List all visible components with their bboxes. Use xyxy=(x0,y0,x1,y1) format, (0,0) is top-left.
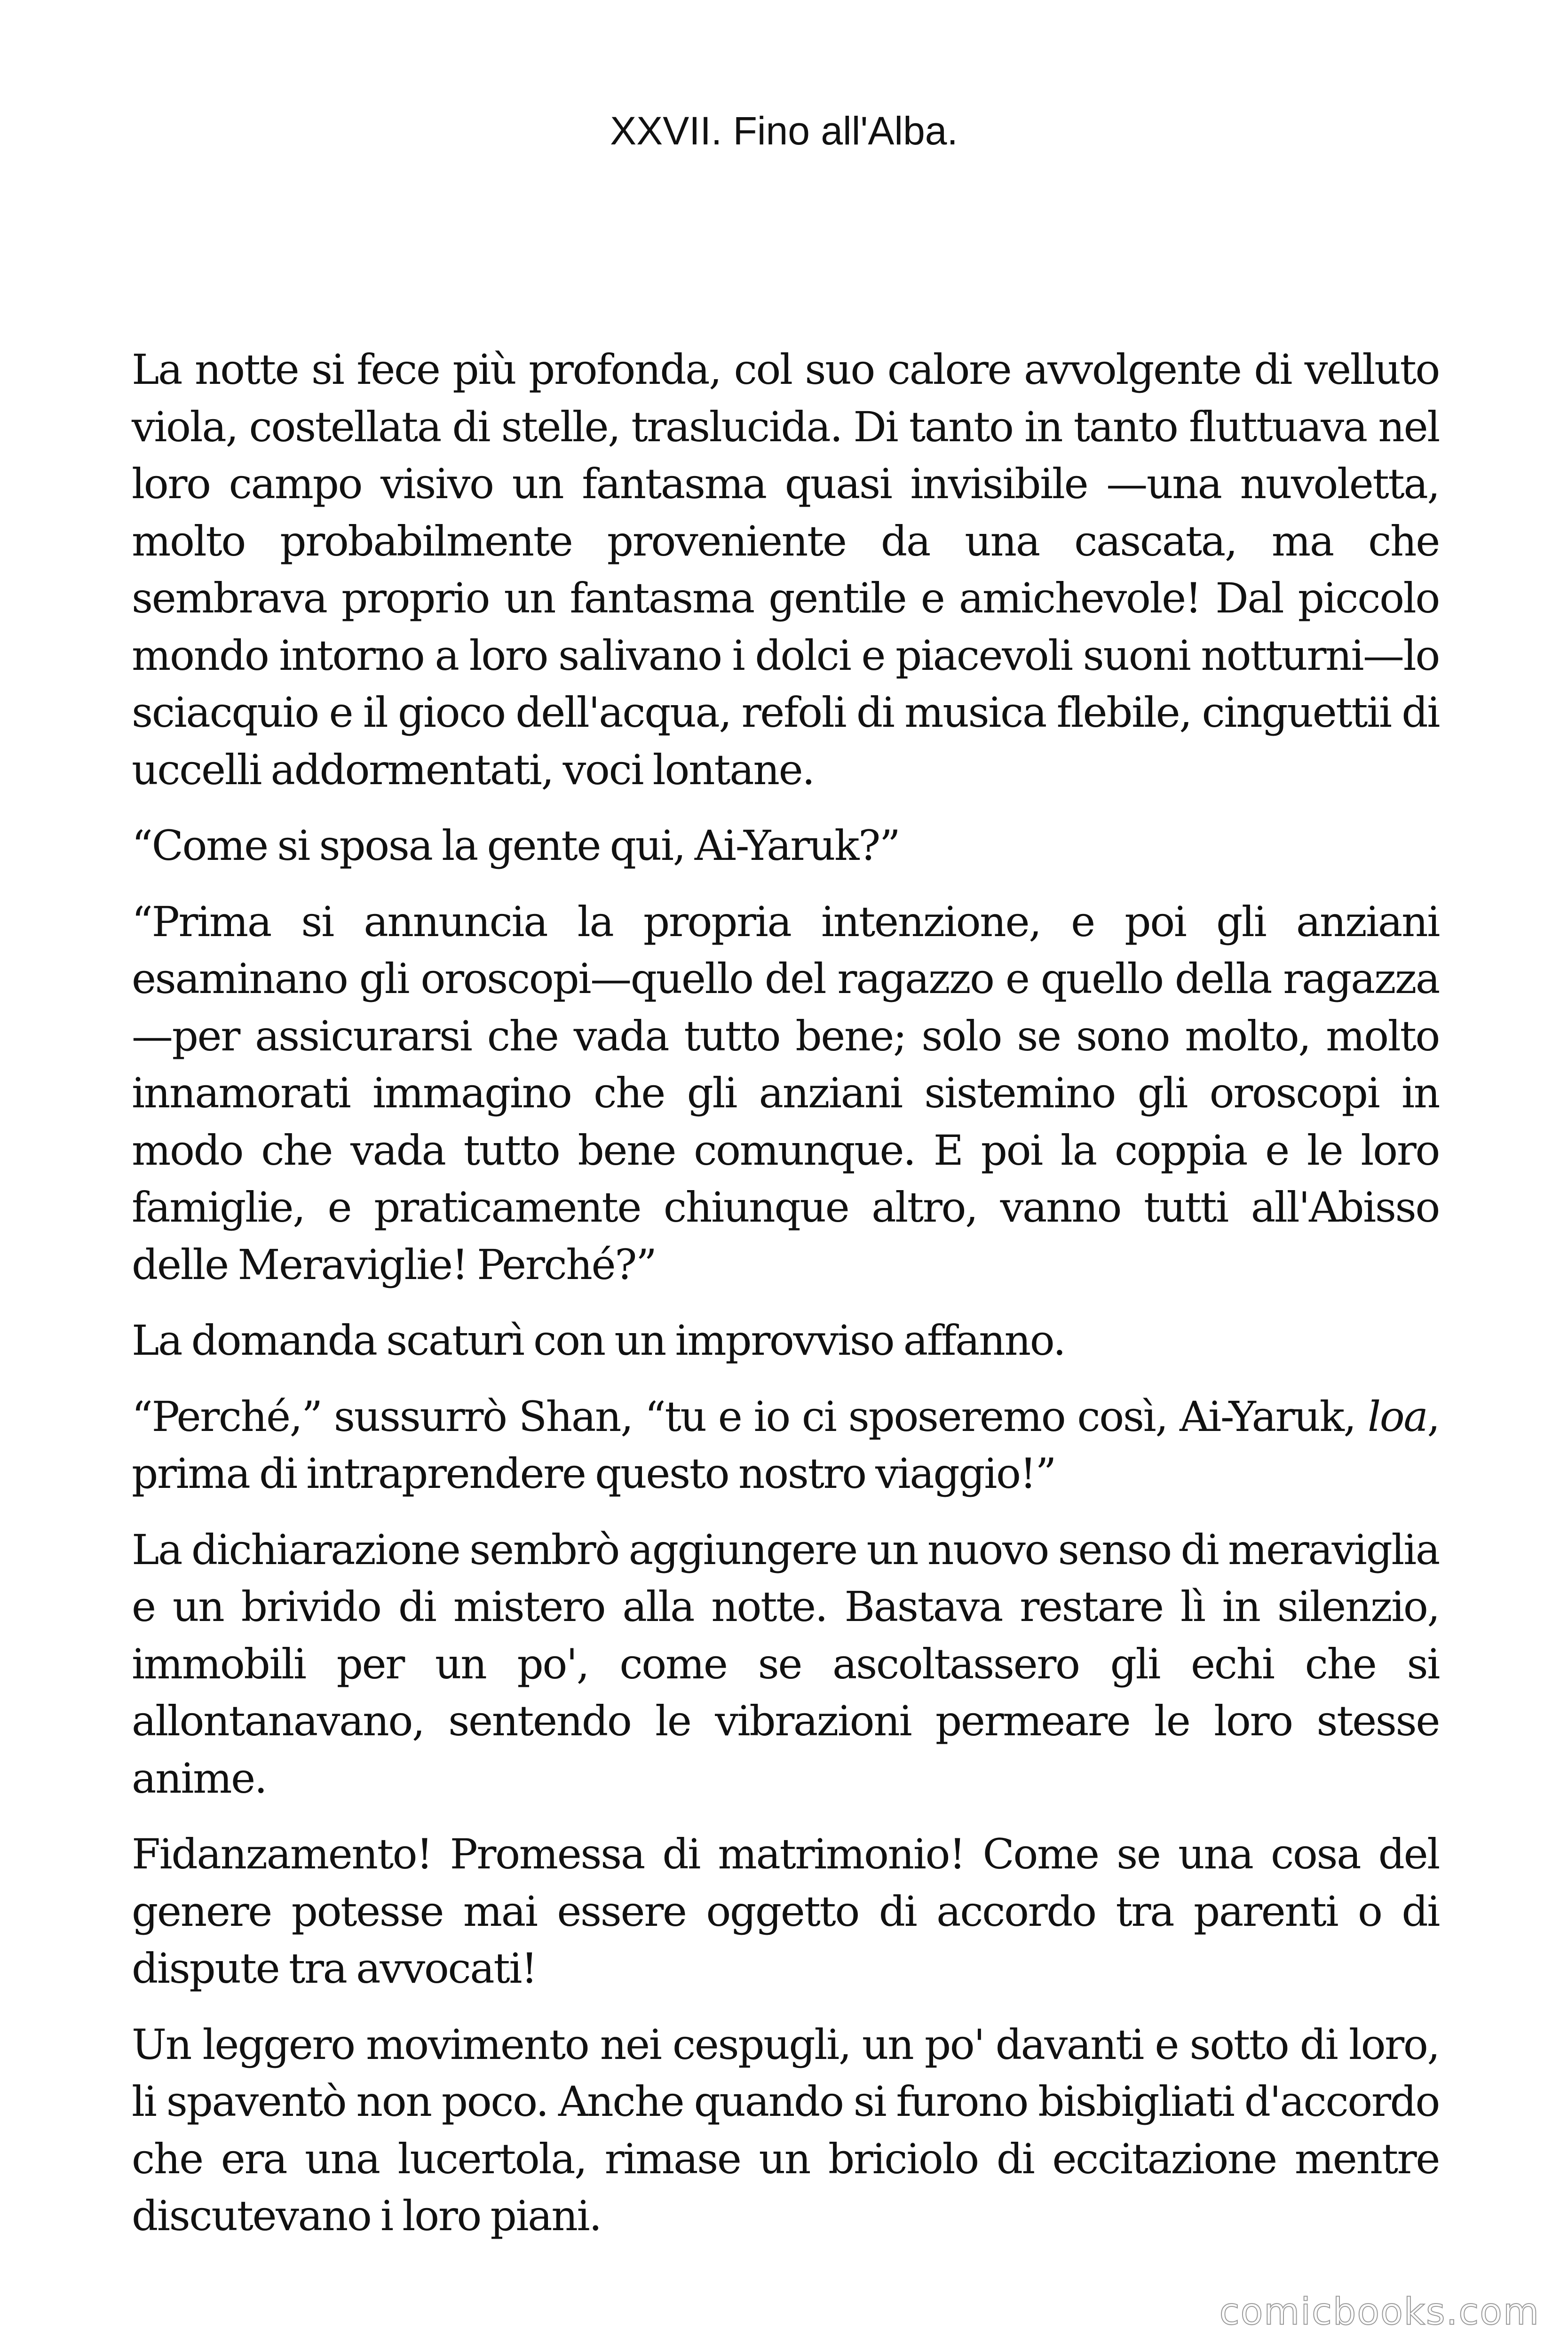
paragraph: La dichiarazione sembrò aggiungere un nuovo senso di meraviglia e un brivido di mistero alla notte. Bastava restare lì in silenzio, immobili per un po', come se ascoltassero gli echi che si allontanavano, sentendo le vibrazioni permeare le loro stesse anime. xyxy=(132,1525,1439,1803)
paragraph: Fidanzamento! Promessa di matrimonio! Come se una cosa del genere potesse mai essere oggetto di accordo tra parenti o di dispute tra avvocati! xyxy=(132,1830,1439,1993)
paragraph-text: “Perché,” sussurrò Shan, “tu e io ci sposeremo così, Ai-Yaruk, xyxy=(132,1392,1368,1441)
paragraph: La notte si fece più profonda, col suo calore avvolgente di velluto viola, costellata di stelle, traslucida. Di tanto in tanto fluttuava nel loro campo visivo un fantasma quasi invisibile —una nuvoletta, molto probabilmente proveniente da una cascata, ma che sembrava proprio un fantasma gentile e amichevole! Dal piccolo mondo intorno a loro salivano i dolci e piacevoli suoni notturni—lo sciacquio e il gioco dell'acqua, refoli di musica flebile, cinguettii di uccelli addormentati, voci lontane. xyxy=(132,345,1439,794)
paragraph: Un leggero movimento nei cespugli, un po' davanti e sotto di loro, li spaventò non poco. Anche quando si furono bisbigliati d'accordo che era una lucertola, rimase un briciolo di eccitazione mentre discutevano i loro piani. xyxy=(132,2020,1439,2240)
paragraph-text: , prima di intraprendere questo nostro viaggio!” xyxy=(132,1392,1439,1498)
paragraph: La domanda scaturì con un improvviso affanno. xyxy=(132,1316,1065,1365)
text-body xyxy=(132,341,1439,2264)
paragraph: “Come si sposa la gente qui, Ai-Yaruk?” xyxy=(132,821,900,870)
chapter-title: XXVII. Fino all'Alba. xyxy=(610,109,958,153)
paragraph xyxy=(132,1388,1439,1502)
paragraph: “Prima si annuncia la propria intenzione, e poi gli anziani esaminano gli oroscopi—quello del ragazzo e quello della ragazza—per assicurarsi che vada tutto bene; solo se sono molto, molto innamorati immagino che gli anziani sistemino gli oroscopi in modo che vada tutto bene comunque. E poi la coppia e le loro famiglie, e praticamente chiunque altro, vanno tutti all'Abisso delle Meraviglie! Perché?” xyxy=(132,897,1439,1289)
italic-word: loa xyxy=(1368,1392,1427,1441)
watermark: comicbooks.com xyxy=(1219,2291,1540,2333)
